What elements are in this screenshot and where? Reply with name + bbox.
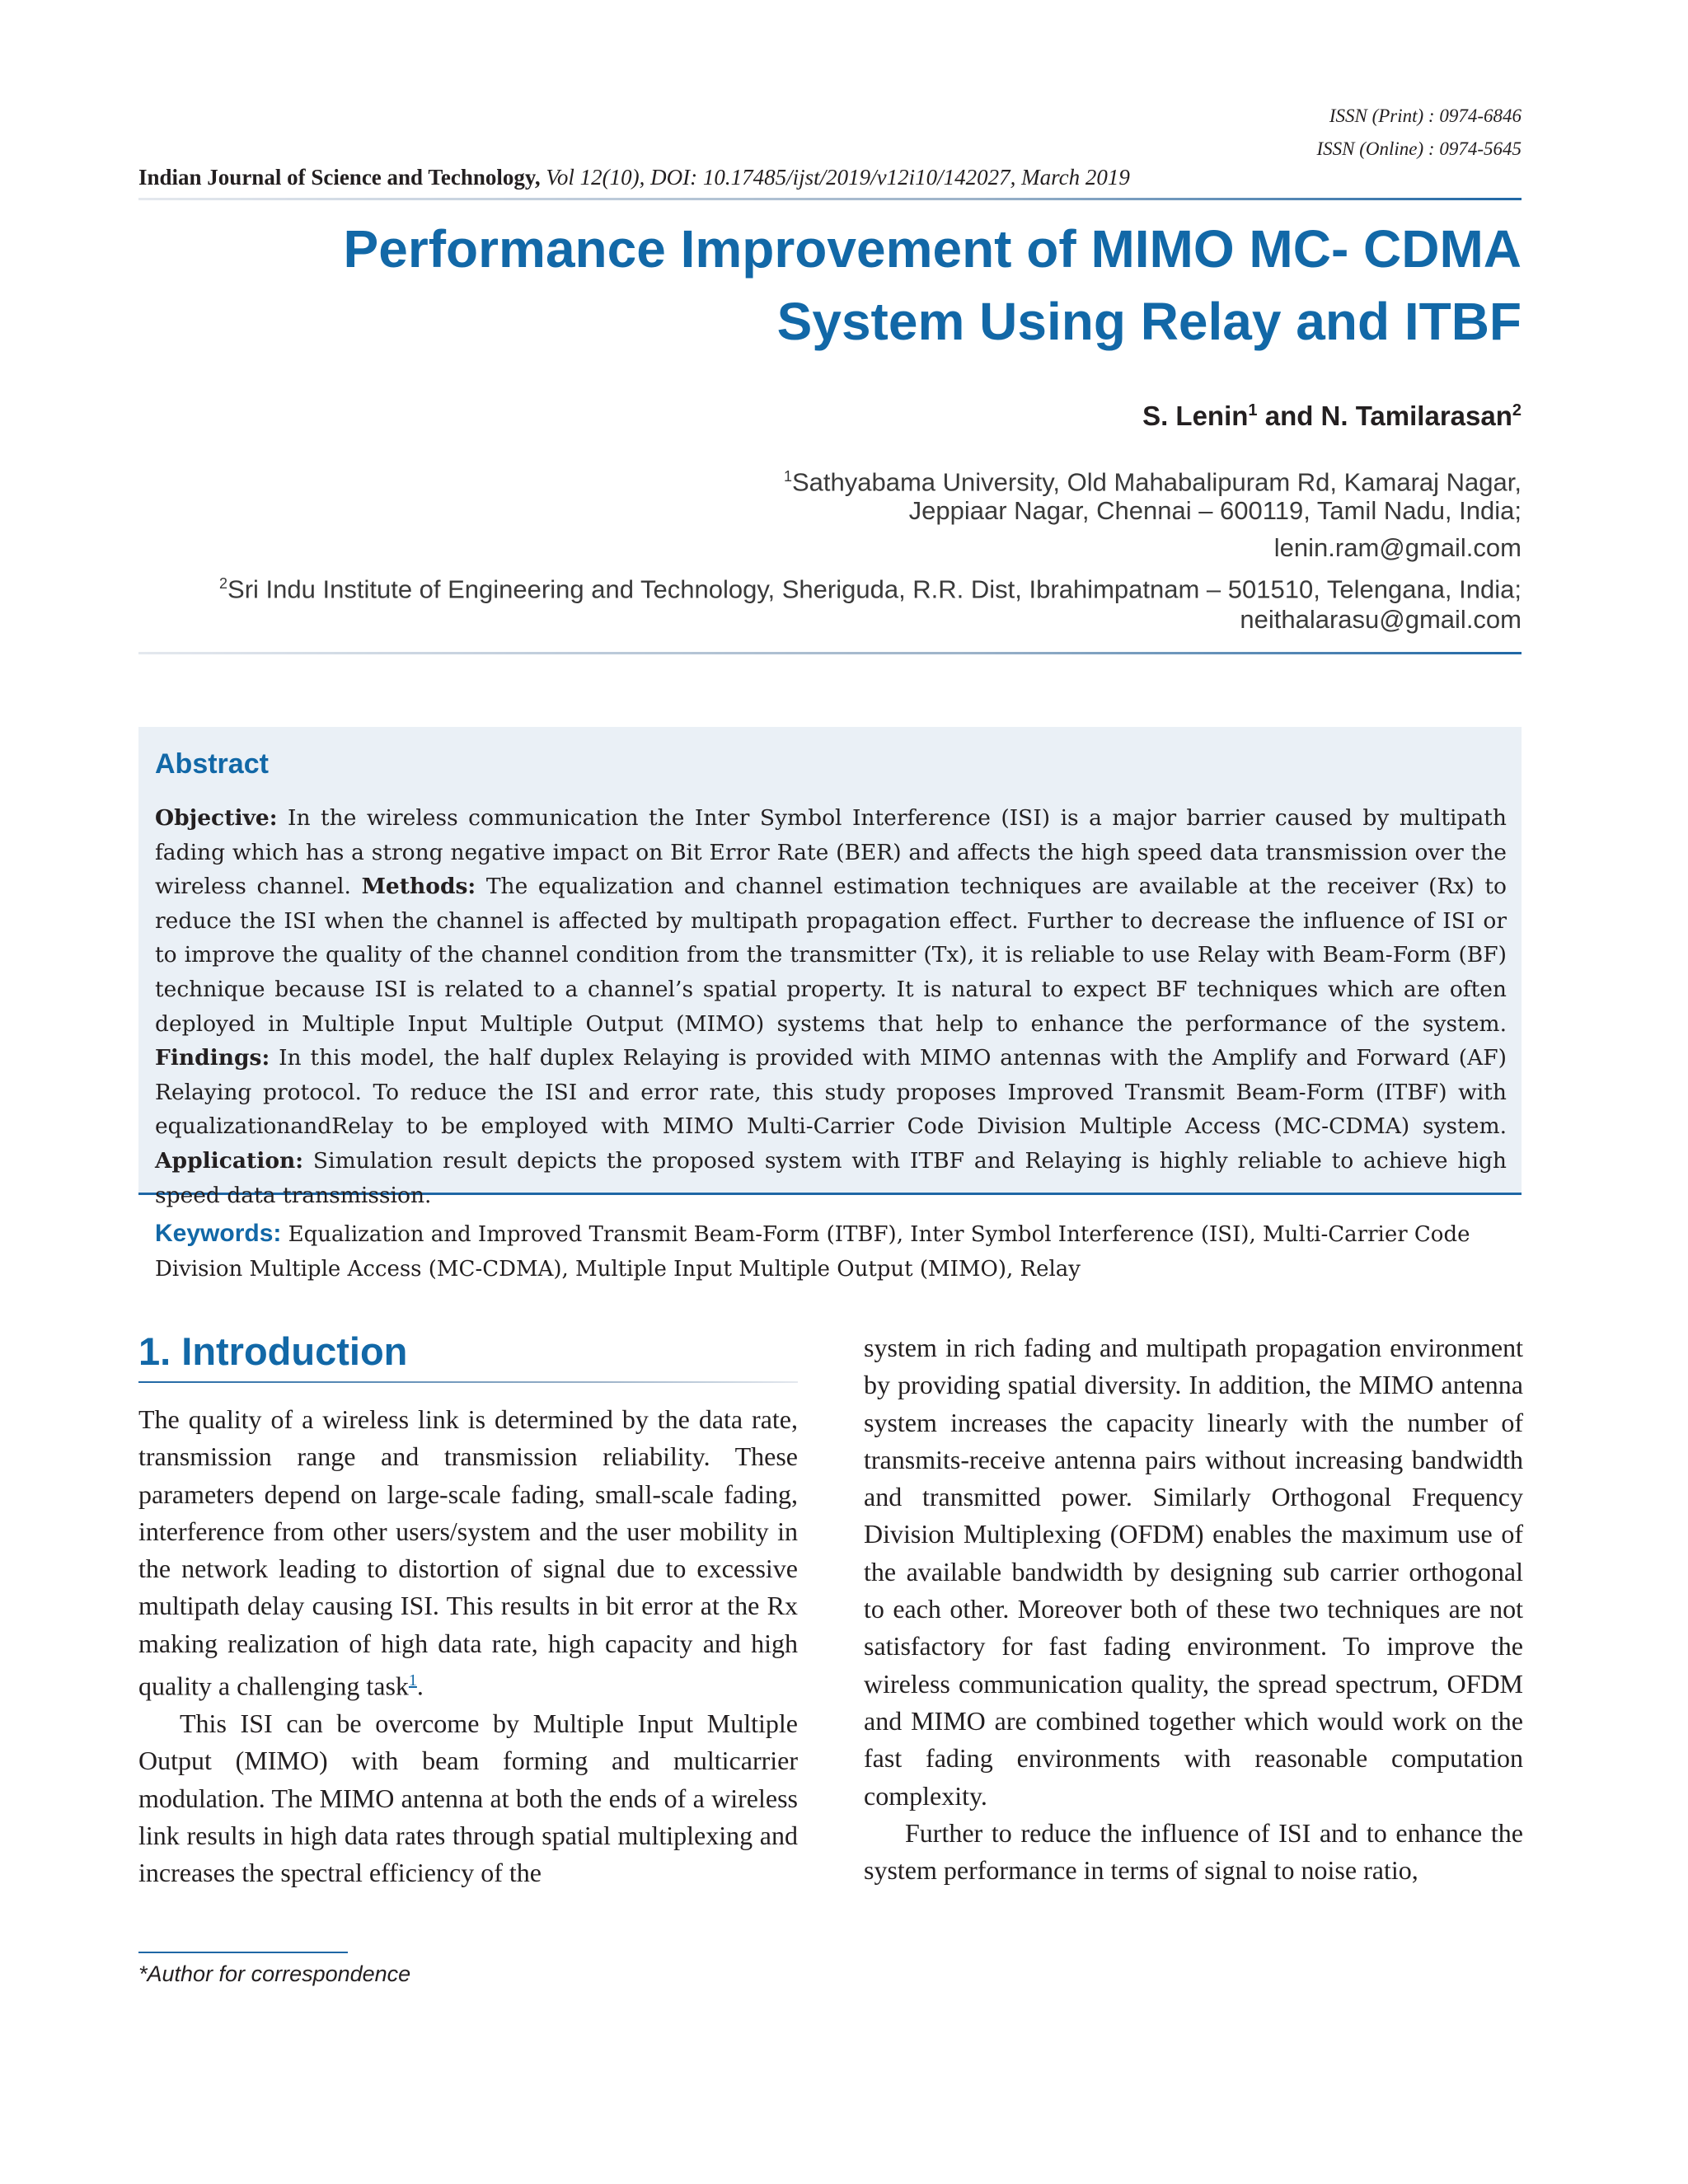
left-column	[138, 1401, 798, 1892]
affiliation-1-line-2: Jeppiaar Nagar, Chennai – 600119, Tamil Nadu, India;	[908, 496, 1522, 525]
abstract-heading: Abstract	[155, 748, 269, 780]
right-column	[864, 1329, 1523, 1889]
findings-text: In this model, the half duplex Relaying is provided with MIMO antennas with the Amplify and Forward (AF) Relaying protocol. To reduce the ISI and error rate, this study proposes Improved Transmit Beam-Form (ITBF) with equalizationandRelay to be employed with MIMO Multi-Carrier Code Division Multiple Access (MC-CDMA) system.	[155, 1045, 1507, 1140]
paper-title: Performance Improvement of MIMO MC- CDMA System Using Relay and ITBF	[343, 219, 1522, 351]
abstract-text	[155, 801, 1507, 1212]
intro-paragraph-1-text: The quality of a wireless link is determined by the data rate, transmission range and transmission reliability. These parameters depend on large-scale fading, small-scale fading, interference from other users/system and the user mobility in the network leading to distortion of signal due to excessive multipath delay causing ISI. This results in bit error at the Rx making realization of high data rate, high capacity and high quality a challenging task	[138, 1404, 798, 1701]
objective-text: In the wireless communication the Inter Symbol Interference (ISI) is a major barrier caused by multipath fading which has a strong negative impact on Bit Error Rate (BER) and affects the high speed data transmission over the wireless channel.	[155, 805, 1507, 900]
author-1: S. Lenin	[1142, 401, 1249, 431]
footnote: *Author for correspondence	[138, 1961, 411, 1986]
intro-paragraph-1-end: .	[416, 1671, 424, 1701]
affiliation-1-sup: 1	[783, 468, 792, 485]
application-label: Application:	[155, 1147, 304, 1174]
journal-name: Indian Journal of Science and Technology,	[138, 165, 541, 190]
section-heading-divider	[138, 1381, 798, 1383]
keywords	[155, 1216, 1523, 1286]
keywords-text: Equalization and Improved Transmit Beam-Form (ITBF), Inter Symbol Interference (ISI), Multi-Carrier Code Division Multiple Access (MC-CDMA), Multiple Input Multiple Output (MIMO), Relay	[155, 1222, 1470, 1282]
affiliation-2-sup: 2	[219, 575, 228, 592]
section-heading-introduction: 1. Introduction	[138, 1329, 408, 1373]
journal-details: Vol 12(10), DOI: 10.17485/ijst/2019/v12i10/142027, March 2019	[540, 165, 1130, 190]
journal-citation	[138, 165, 1130, 190]
issn-online: ISSN (Online) : 0974-5645	[1316, 138, 1522, 159]
keywords-label: Keywords:	[155, 1220, 282, 1247]
author-line	[1142, 401, 1522, 432]
methods-label: Methods:	[361, 874, 476, 900]
author-1-sup: 1	[1248, 401, 1258, 419]
intro-paragraph-2: This ISI can be overcome by Multiple Input Multiple Output (MIMO) with beam forming and multicarrier modulation. The MIMO antenna at both the ends of a wireless link results in high data rates through spatial multiplexing and increases the spectral efficiency of the	[138, 1708, 798, 1888]
affiliation-divider	[138, 652, 1522, 654]
header-divider	[138, 198, 1522, 200]
author-2: and N. Tamilarasan	[1257, 401, 1512, 431]
author-2-sup: 2	[1512, 401, 1522, 419]
intro-paragraph-4: Further to reduce the influence of ISI and to enhance the system performance in terms of signal to noise ratio,	[864, 1817, 1523, 1886]
methods-text: The equalization and channel estimation techniques are available at the receiver (Rx) to reduce the ISI when the channel is affected by multipath propagation effect. Further to decrease the influence of ISI or to improve the quality of the channel condition from the transmitter (Tx), it is reliable to use Relay with Beam-Form (BF) technique because ISI is related to a channel’s spatial property. It is natural to expect BF techniques which are often deployed in Multiple Input Multiple Output (MIMO) systems that help to enhance the performance of the system.	[155, 874, 1507, 1037]
citation-link[interactable]: 1	[408, 1671, 417, 1690]
findings-label: Findings:	[155, 1045, 270, 1071]
application-text: Simulation result depicts the proposed system with ITBF and Relaying is highly reliable to achieve high speed data transmission.	[155, 1147, 1507, 1208]
affiliation-2-text: Sri Indu Institute of Engineering and Technology, Sheriguda, R.R. Dist, Ibrahimpatnam – 501510, Telengana, India;	[227, 574, 1522, 604]
affiliation-1-email[interactable]: lenin.ram@gmail.com	[1273, 533, 1522, 562]
footnote-divider	[138, 1952, 348, 1953]
objective-label: Objective:	[155, 805, 278, 831]
affiliation-1-text: Sathyabama University, Old Mahabalipuram Rd, Kamaraj Nagar,	[791, 467, 1522, 497]
affiliation-2-email[interactable]: neithalarasu@gmail.com	[1240, 605, 1522, 634]
issn-print: ISSN (Print) : 0974-6846	[1329, 105, 1522, 126]
intro-paragraph-1	[138, 1401, 798, 1705]
intro-paragraph-3: system in rich fading and multipath propagation environment by providing spatial diversity. In addition, the MIMO antenna system increases the capacity linearly with the number of transmits-receive antenna pairs without increasing bandwidth and transmitted power. Similarly Orthogonal Frequency Division Multiplexing (OFDM) enables the maximum use of the available bandwidth by designing sub carrier orthogonal to each other. Moreover both of these two techniques are not satisfactory for fast fading environment. To improve the wireless communication quality, the spread spectrum, OFDM and MIMO are combined together which would work on the fast fading environments with reasonable computation complexity.	[864, 1333, 1523, 1811]
